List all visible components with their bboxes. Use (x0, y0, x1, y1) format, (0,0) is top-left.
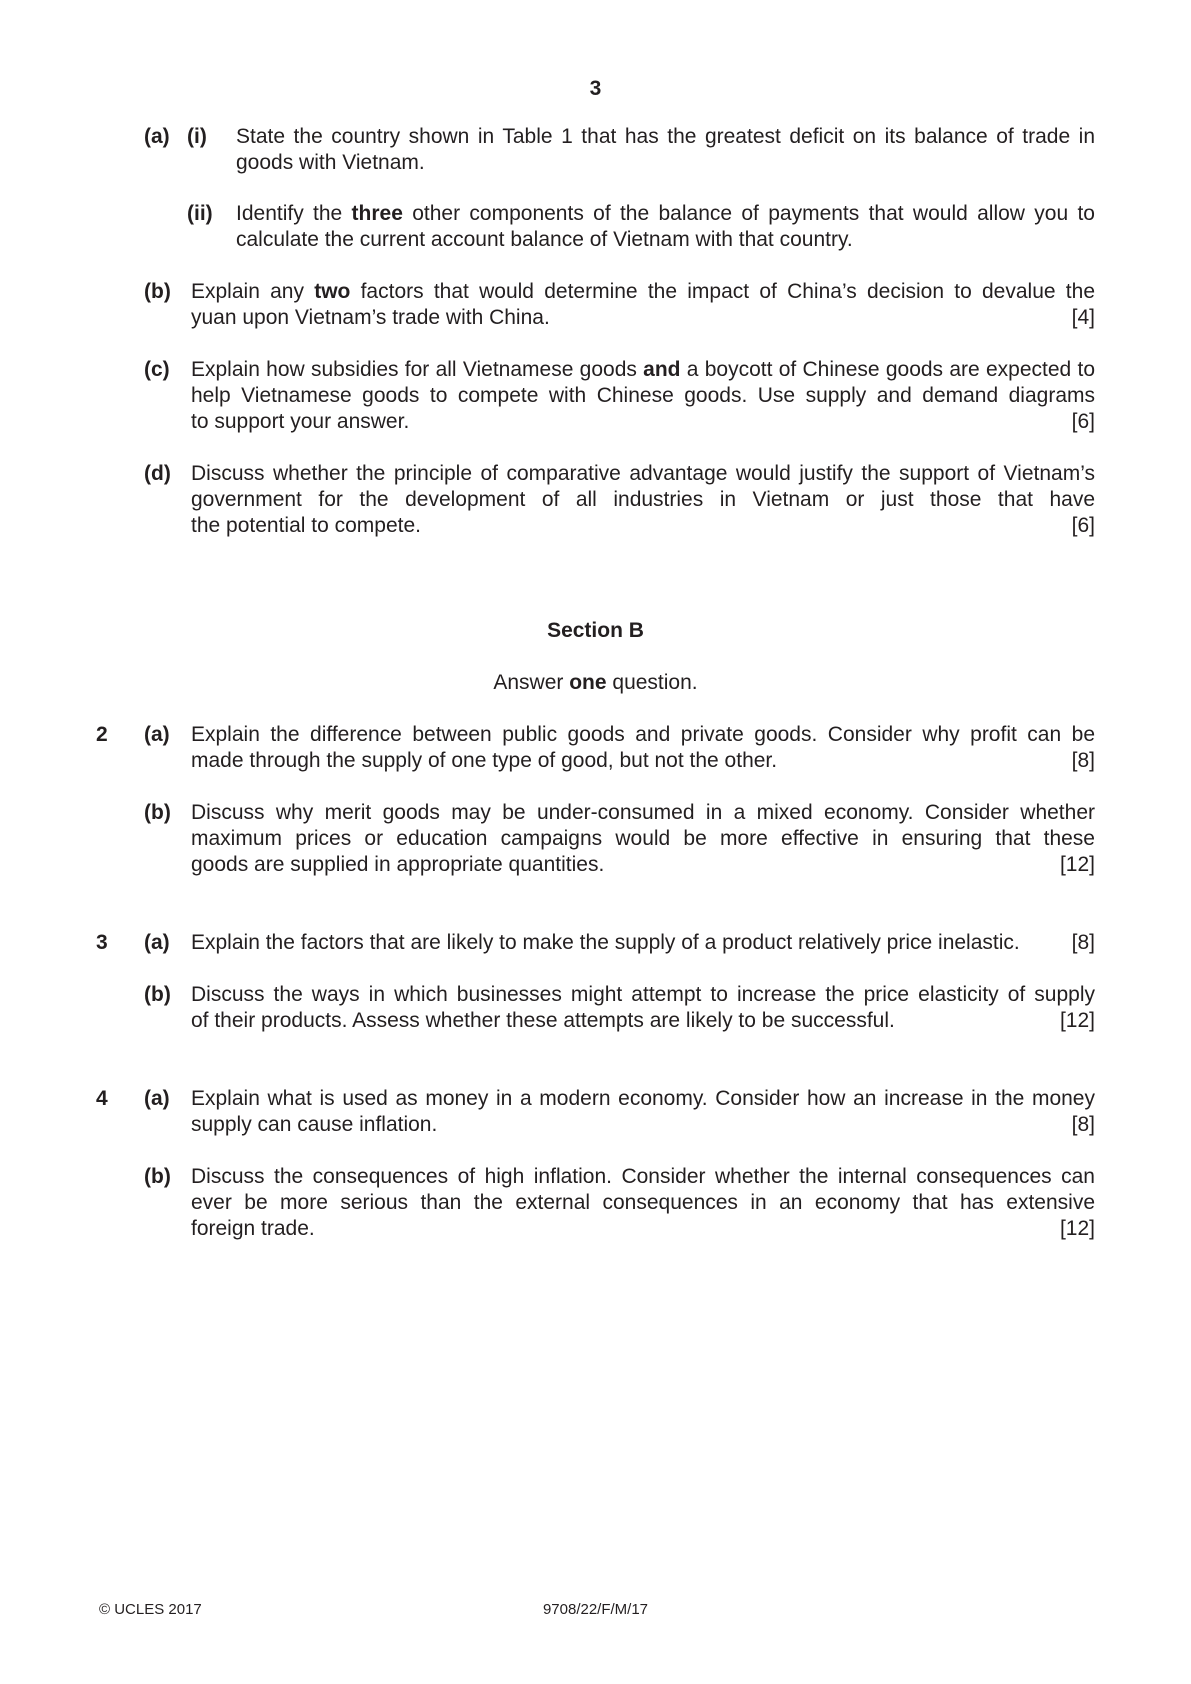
q1-part-a-ii-text: Identify the three other components of the balance of payments that would allow you to calculate the current account balance of Vietnam with that country. (236, 202, 1095, 251)
q4-a-marks: [8] (1071, 1113, 1095, 1136)
q3-part-a-label: (a) (144, 931, 170, 954)
q1-part-b-text: Explain any two factors that would determine the impact of China’s decision to devalue the yuan upon Vietnam’s trade with China. [4] (191, 280, 1095, 329)
q4-part-b-text: Discuss the consequences of high inflation. Consider whether the internal consequences can ever be more serious than the external consequences in an economy that has extensive foreign trade. [12] (191, 1165, 1095, 1240)
q1-part-a-label: (a) (144, 125, 170, 148)
q4-part-a-text: Explain what is used as money in a modern economy. Consider how an increase in the money supply can cause inflation. [8] (191, 1087, 1095, 1136)
q1-part-c-text: Explain how subsidies for all Vietnamese goods and a boycott of Chinese goods are expected to help Vietnamese goods to compete with Chinese goods. Use supply and demand diagrams to support your answer. [6] (191, 358, 1095, 433)
q4-part-b-label: (b) (144, 1165, 171, 1188)
section-b-instruction: Answer one question. (493, 671, 698, 694)
q3-a-marks: [8] (1071, 931, 1095, 954)
q1-d-marks: [6] (1071, 514, 1095, 537)
q2-b-marks: [12] (1059, 853, 1095, 876)
section-b-title: Section B (547, 619, 644, 642)
q1-part-a-i-text: State the country shown in Table 1 that has the greatest deficit on its balance of trade in goods with Vietnam. (236, 125, 1095, 174)
q3-part-a-text: Explain the factors that are likely to make the supply of a product relatively price inelastic. [8] (191, 931, 1095, 954)
q1-c-marks: [6] (1071, 410, 1095, 433)
q1-part-a-i-label: (i) (187, 125, 207, 148)
q2-part-b-label: (b) (144, 801, 171, 824)
q3-b-marks: [12] (1059, 1009, 1095, 1032)
q3-part-b-label: (b) (144, 983, 171, 1006)
q2-part-a-label: (a) (144, 723, 170, 746)
footer-copyright: © UCLES 2017 (99, 1601, 202, 1618)
q2-a-marks: [8] (1071, 749, 1095, 772)
q4-part-a-label: (a) (144, 1087, 170, 1110)
footer-paper-code: 9708/22/F/M/17 (542, 1601, 649, 1618)
q2-part-a-text: Explain the difference between public goods and private goods. Consider why profit can be made through the supply of one type of good, but not the other. [8] (191, 723, 1095, 772)
q3-number: 3 (96, 931, 108, 954)
q1-part-c-label: (c) (144, 358, 170, 381)
q1-part-b-label: (b) (144, 280, 171, 303)
q2-number: 2 (96, 723, 108, 746)
q1-part-d-label: (d) (144, 462, 171, 485)
q1-b-marks: [4] (1071, 306, 1095, 329)
q1-part-d-text: Discuss whether the principle of comparative advantage would justify the support of Vietnam’s government for the development of all industries in Vietnam or just those that have the potential to compete. [6] (191, 462, 1095, 537)
q4-number: 4 (96, 1087, 108, 1110)
q4-b-marks: [12] (1059, 1217, 1095, 1240)
q3-part-b-text: Discuss the ways in which businesses might attempt to increase the price elasticity of supply of their products. Assess whether these attempts are likely to be successful. [12] (191, 983, 1095, 1032)
page-number: 3 (589, 77, 602, 100)
q2-part-b-text: Discuss why merit goods may be under-consumed in a mixed economy. Consider whether maximum prices or education campaigns would be more effective in ensuring that these goods are supplied in appropriate quantities. [12] (191, 801, 1095, 876)
q1-part-a-ii-label: (ii) (187, 202, 213, 225)
